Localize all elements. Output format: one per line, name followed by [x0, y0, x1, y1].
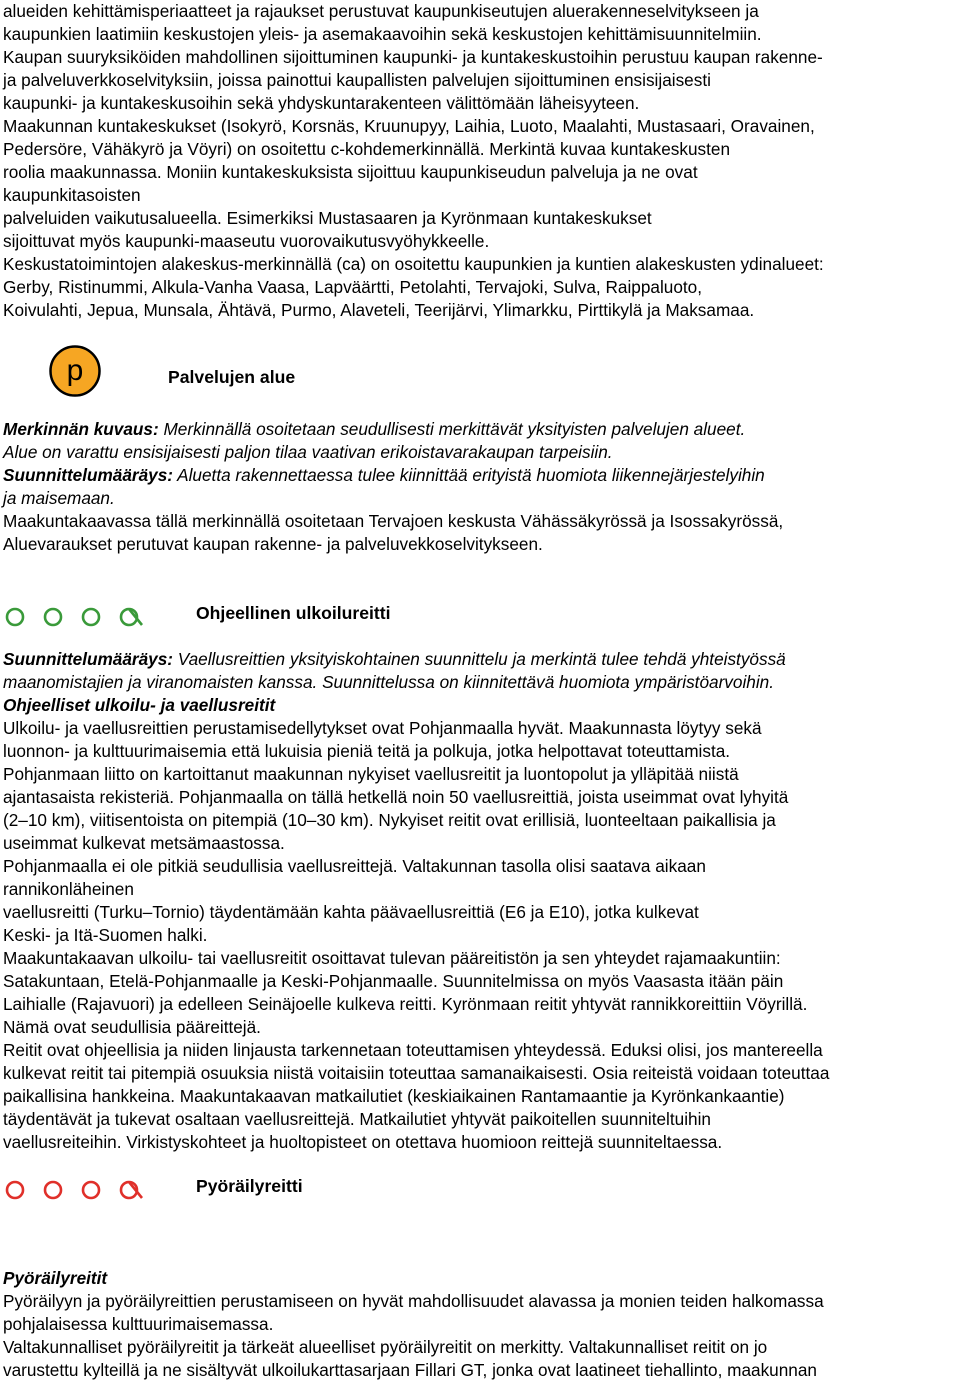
maarays-label: Suunnittelumääräys:: [3, 649, 174, 669]
kuvaus-label: Merkinnän kuvaus:: [3, 419, 159, 439]
maarays-text: Vaellusreittien yksityiskohtainen suunnittelu ja merkintä tulee tehdä yhteistyössä: [173, 649, 786, 669]
ulkoilu-line: (2–10 km), viitisentoista on pitempiä (10–30 km). Nykyiset reitit ovat erillisiä, luonteeltaan paikallisia ja: [3, 810, 776, 830]
palvelu-line: Alue on varattu ensisijaisesti paljon tilaa vaativan erikoistavarakaupan tarpeisiin.: [3, 442, 613, 462]
ulkoilu-line: rannikonläheinen: [3, 879, 134, 899]
pyoraily-line: Pyöräilyyn ja pyöräilyreittien perustamiseen on hyvät mahdollisuudet alavassa ja monien teiden halkomassa: [3, 1291, 824, 1311]
ulkoilu-line: Ulkoilu- ja vaellusreittien perustamisedellytykset ovat Pohjanmaalla hyvät. Maakunnasta löytyy sekä: [3, 718, 762, 738]
ulkoilu-line: Keski- ja Itä-Suomen halki.: [3, 925, 208, 945]
merkinnan-kuvaus-line: [3, 418, 745, 441]
ulkoilu-line: paikallisina hankkeina. Maakuntakaavan matkailutiet (keskiaikainen Rantamaantie ja Kyrönkankaantie): [3, 1086, 785, 1106]
intro-line: kaupunkien laatimiin keskustojen yleis- ja asemakaavoihin sekä keskustojen kehittämisuunnitelmiin.: [3, 24, 762, 44]
ulkoilu-line: Satakuntaan, Etelä-Pohjanmaalle ja Keski-Pohjanmaalle. Suunnitelmissa on myös Vaasasta itään päin: [3, 971, 784, 991]
ulkoilu-line: kulkevat reitit tai pitempiä osuuksia niistä voitaisiin toteuttaa samanaikaisesti. Osia reiteistä voidaan toteuttaa: [3, 1063, 830, 1083]
palvelu-line: Maakuntakaavassa tällä merkinnällä osoitetaan Tervajoen keskusta Vähässäkyrössä ja Isossakyrössä,: [3, 511, 784, 531]
section-heading-pyorailyreitti: Pyöräilyreitti: [196, 1176, 303, 1196]
palvelu-line: Aluevaraukset perutuvat kaupan rakenne- ja palveluvekkoselvitykseen.: [3, 534, 543, 554]
intro-line: alueiden kehittämisperiaatteet ja rajaukset perustuvat kaupunkiseutujen aluerakenneselvitykseen ja: [3, 1, 759, 21]
service-area-p-icon: [48, 344, 102, 398]
ulkoilu-line: Reitit ovat ohjeellisia ja niiden linjausta tarkennetaan toteuttamisen yhteydessä. Eduksi olisi, jos mantereella: [3, 1040, 823, 1060]
intro-line: sijoittuvat myös kaupunki-maaseutu vuorovaikutusvyöhykkeelle.: [3, 231, 490, 251]
ulkoilu-line: luonnon- ja kulttuurimaisemia että lukuisia pieniä teitä ja polkuja, jotka helpottavat toteuttamista.: [3, 741, 731, 761]
service-area-p-letter: p: [66, 354, 84, 387]
red-circles-route-icon: [4, 1179, 144, 1201]
pyoraily-line: varustettu kylteillä ja ne sisältyvät ulkoilukarttasarjaan Fillari GT, jonka ovat laatineet tiehallinto, maakunnan: [3, 1360, 817, 1380]
ulkoilu-line: Laihialle (Rajavuori) ja edelleen Seinäjoelle kulkeva reitti. Kyrönmaan reitit yhtyvät rannikkoreittiin Vöyrillä.: [3, 994, 808, 1014]
intro-line: Gerby, Ristinummi, Alkula-Vanha Vaasa, Lapväärtti, Petolahti, Tervajoki, Sulva, Raippaluoto,: [3, 277, 702, 297]
intro-line: Koivulahti, Jepua, Munsala, Ähtävä, Purmo, Alaveteli, Teerijärvi, Ylimarkku, Pirttikylä ja Maksamaa.: [3, 300, 755, 320]
ulkoilu-line: täydentävät ja tukevat osaltaan vaellusreittejä. Matkailutiet yhtyvät paikoitellen suunniteltuihin: [3, 1109, 711, 1129]
maarays-label: Suunnittelumääräys:: [3, 465, 174, 485]
intro-line: palveluiden vaikutusalueella. Esimerkiksi Mustasaaren ja Kyrönmaan kuntakeskukset: [3, 208, 652, 228]
intro-line: roolia maakunnassa. Moniin kuntakeskuksista sijoittuu kaupunkiseudun palveluja ja ne ovat: [3, 162, 698, 182]
subheading-pyorailyreitit: Pyöräilyreitit: [3, 1268, 108, 1288]
suunnittelumaarays-line: [3, 464, 765, 487]
kuvaus-text: Merkinnällä osoitetaan seudullisesti merkittävät yksityisten palvelujen alueet.: [158, 419, 746, 439]
intro-line: kaupunki- ja kuntakeskusoihin sekä yhdyskuntarakenteen välittömään läheisyyteen.: [3, 93, 640, 113]
intro-line: Kaupan suuryksiköiden mahdollinen sijoittuminen kaupunki- ja kuntakeskustoihin perustuu kaupan rakenne-: [3, 47, 823, 67]
intro-line: Pedersöre, Vähäkyrö ja Vöyri) on osoitettu c-kohdemerkinnällä. Merkintä kuvaa kuntakeskusten: [3, 139, 731, 159]
pyoraily-line: Valtakunnalliset pyöräilyreitit ja tärkeät alueelliset pyöräilyreitit on merkitty. Valtakunnalliset reitit on jo: [3, 1337, 768, 1357]
ulkoilu-line: Pohjanmaalla ei ole pitkiä seudullisia vaellusreittejä. Valtakunnan tasolla olisi saatava aikaan: [3, 856, 706, 876]
palvelu-line: ja maisemaan.: [3, 488, 115, 508]
ulkoilu-line: Maakuntakaavan ulkoilu- tai vaellusreitit osoittavat tulevan pääreitistön ja sen yhteydet rajamaakuntiin:: [3, 948, 781, 968]
green-circles-route-icon: [4, 606, 144, 628]
ulkoilu-line: Pohjanmaan liitto on kartoittanut maakunnan nykyiset vaellusreitit ja luontopolut ja ylläpitää niistä: [3, 764, 739, 784]
ulkoilu-line: maanomistajien ja viranomaisten kanssa. Suunnittelussa on kiinnitettävä huomiota ympäristöarvoihin.: [3, 672, 774, 692]
intro-line: ja palveluverkkoselvityksiin, joissa painottui kaupallisten palvelujen sijoittuminen ensisijaisesti: [3, 70, 711, 90]
ulkoilu-line: vaellusreiteihin. Virkistyskohteet ja huoltopisteet on otettava huomioon reittejä suunniteltaessa.: [3, 1132, 723, 1152]
pyoraily-line: pohjalaisessa kulttuurimaisemassa.: [3, 1314, 274, 1334]
maarays-text: Aluetta rakennettaessa tulee kiinnittää erityistä huomiota liikennejärjestelyihin: [173, 465, 765, 485]
suunnittelumaarays-line: [3, 648, 786, 671]
intro-line: kaupunkitasoisten: [3, 185, 141, 205]
ulkoilu-line: Nämä ovat seudullisia pääreittejä.: [3, 1017, 261, 1037]
subheading-ohjeelliset: Ohjeelliset ulkoilu- ja vaellusreitit: [3, 695, 276, 715]
ulkoilu-line: ajantasaista rekisteriä. Pohjanmaalla on tällä hetkellä noin 50 vaellusreittiä, joista useimmat ovat lyhyitä: [3, 787, 789, 807]
intro-line: Keskustatoimintojen alakeskus-merkinnällä (ca) on osoitettu kaupunkien ja kuntien alakeskusten ydinalueet:: [3, 254, 824, 274]
section-heading-palvelujen-alue: Palvelujen alue: [168, 367, 296, 387]
ulkoilu-line: useimmat kulkevat metsämaastossa.: [3, 833, 285, 853]
ulkoilu-line: vaellusreitti (Turku–Tornio) täydentämään kahta päävaellusreittiä (E6 ja E10), jotka kulkevat: [3, 902, 699, 922]
section-heading-ulkoilureitti: Ohjeellinen ulkoilureitti: [196, 603, 391, 623]
intro-line: Maakunnan kuntakeskukset (Isokyrö, Korsnäs, Kruunupyy, Laihia, Luoto, Maalahti, Mustasaari, Oravainen,: [3, 116, 815, 136]
